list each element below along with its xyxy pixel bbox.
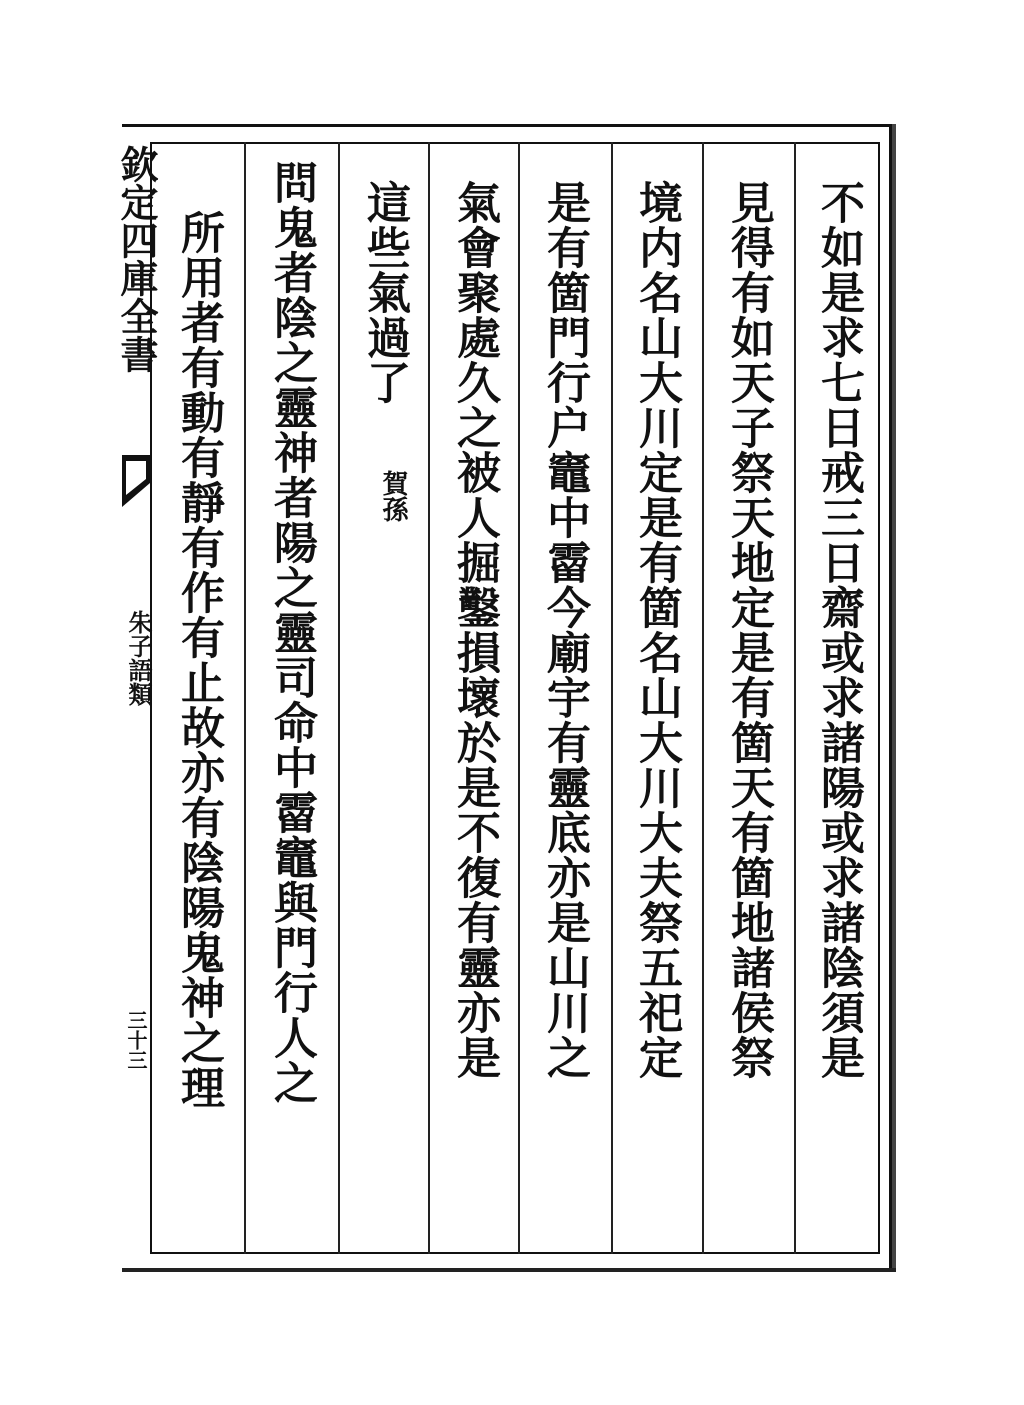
text-column-3 — [620, 180, 692, 1250]
column-text: 是有箇門行户竈中霤今廟宇有靈底亦是山川之 — [539, 180, 590, 1080]
book-title: 欽定四庫全書 — [114, 145, 159, 373]
column-text: 氣會聚處久之被人掘鑿損壞於是不復有靈亦是 — [449, 180, 500, 1080]
column-rule — [428, 142, 430, 1254]
column-text: 這些氣過了 — [359, 180, 410, 405]
text-column-6 — [348, 180, 420, 1250]
column-text: 境内名山大川定是有箇名山大川大夫祭五祀定 — [631, 180, 682, 1080]
page-number: 三十三 — [124, 1010, 148, 1070]
column-text: 問鬼者陰之靈神者陽之靈司命中霤竈與門行人之 — [266, 160, 317, 1105]
column-rule — [611, 142, 613, 1254]
column-rule — [518, 142, 520, 1254]
text-column-4 — [528, 180, 600, 1250]
text-column-2 — [712, 180, 784, 1250]
column-text: 不如是求七日戒三日齋或求諸陽或求諸陰須是 — [813, 180, 864, 1080]
text-column-5 — [438, 180, 510, 1250]
page-edge-shadow — [892, 124, 896, 1272]
column-rule — [244, 142, 246, 1254]
text-column-1 — [802, 180, 874, 1250]
column-rule — [794, 142, 796, 1254]
text-column-7 — [255, 160, 327, 1230]
text-column-8 — [162, 210, 234, 1280]
attribution-note: 賀孫 — [378, 470, 408, 522]
column-rule — [338, 142, 340, 1254]
column-rule — [702, 142, 704, 1254]
column-text: 見得有如天子祭天地定是有箇天有箇地諸侯祭 — [723, 180, 774, 1080]
fishtail-mark-icon — [122, 455, 152, 510]
section-title: 朱子語類 — [124, 610, 153, 706]
column-text: 所用者有動有靜有作有止故亦有陰陽鬼神之理 — [173, 210, 224, 1110]
bottom-border — [122, 1268, 896, 1272]
